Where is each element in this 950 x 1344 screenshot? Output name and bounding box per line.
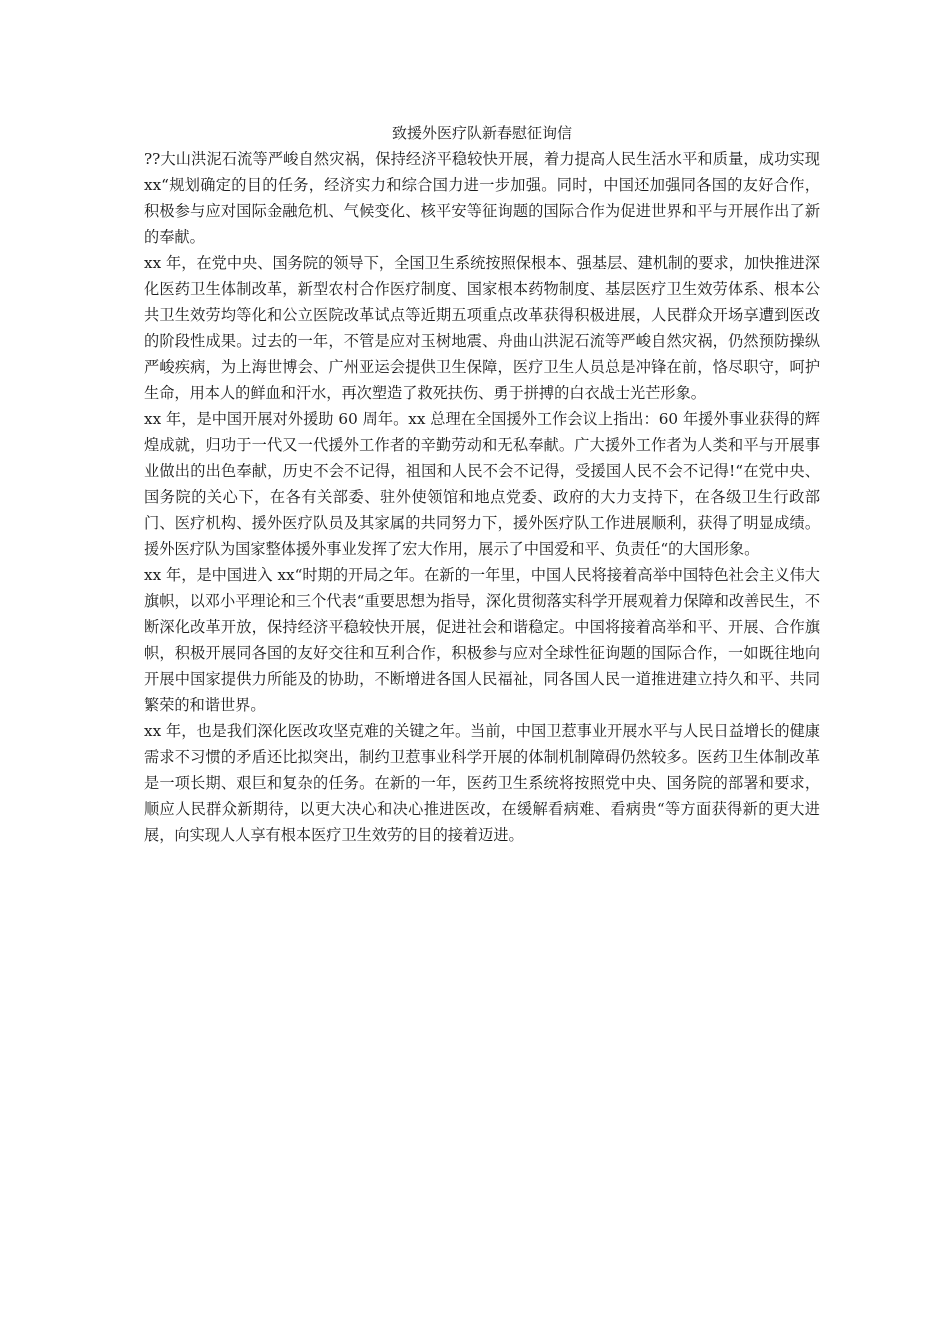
paragraph-2: xx 年，在党中央、国务院的领导下，全国卫生系统按照保根本、强基层、建机制的要求，加快推进深化医药卫生体制改革，新型农村合作医疗制度、国家根本药物制度、基层医疗卫生效劳体系、根本公共卫生效劳均等化和公立医院改革试点等近期五项重点改革获得积极进展，人民群众开场享遭到医改的阶段性成果。过去的一年，不管是应对玉树地震、舟曲山洪泥石流等严峻自然灾祸，仍然预防操纵严峻疾病，为上海世博会、广州亚运会提供卫生保障，医疗卫生人员总是冲锋在前，恪尽职守，呵护生命，用本人的鲜血和汗水，再次塑造了救死扶伤、勇于拼搏的白衣战士光芒形象。 xyxy=(144,254,820,402)
document-title: 致援外医疗队新春慰征询信 xyxy=(391,124,572,142)
document-page xyxy=(144,122,820,848)
paragraph-4: xx 年，是中国进入 xx“时期的开局之年。在新的一年里，中国人民将接着高举中国特色社会主义伟大旗帜，以邓小平理论和三个代表“重要思想为指导，深化贯彻落实科学开展观着力保障和改善民生，不断深化改革开放，保持经济平稳较快开展，促进社会和谐稳定。中国将接着高举和平、开展、合作旗帜，积极开展同各国的友好交往和互利合作，积极参与应对全球性征询题的国际合作，一如既往地向开展中国家提供力所能及的协助，不断增进各国人民福祉，同各国人民一道推进建立持久和平、共同繁荣的和谐世界。 xyxy=(144,566,821,714)
paragraph-5: xx 年，也是我们深化医改攻坚克难的关键之年。当前，中国卫惹事业开展水平与人民日益增长的健康需求不习惯的矛盾还比拟突出，制约卫惹事业科学开展的体制机制障碍仍然较多。医药卫生体制改革是一项长期、艰巨和复杂的任务。在新的一年，医药卫生系统将按照党中央、国务院的部署和要求，顺应人民群众新期待，以更大决心和决心推进医改，在缓解看病难、看病贵“等方面获得新的更大进展，向实现人人享有根本医疗卫生效劳的目的接着迈进。 xyxy=(144,722,820,844)
paragraph-1: ??大山洪泥石流等严峻自然灾祸，保持经济平稳较快开展，着力提高人民生活水平和质量，成功实现 xx“规划确定的目的任务，经济实力和综合国力进一步加强。同时，中国还加强同各国的友好合作，积极参与应对国际金融危机、气候变化、核平安等征询题的国际合作为促进世界和平与开展作出了新的奉献。 xyxy=(144,150,820,246)
paragraph-3: xx 年，是中国开展对外援助 60 周年。xx 总理在全国援外工作会议上指出：60 年援外事业获得的辉煌成就，归功于一代又一代援外工作者的辛勤劳动和无私奉献。广大援外工作者为人类和平与开展事业做出的出色奉献，历史不会不记得，祖国和人民不会不记得，受援国人民不会不记得!“在党中央、国务院的关心下，在各有关部委、驻外使领馆和地点党委、政府的大力支持下，在各级卫生行政部门、医疗机构、援外医疗队员及其家属的共同努力下，援外医疗队工作进展顺利，获得了明显成绩。援外医疗队为国家整体援外事业发挥了宏大作用，展示了中国爱和平、负责任“的大国形象。 xyxy=(144,410,820,558)
